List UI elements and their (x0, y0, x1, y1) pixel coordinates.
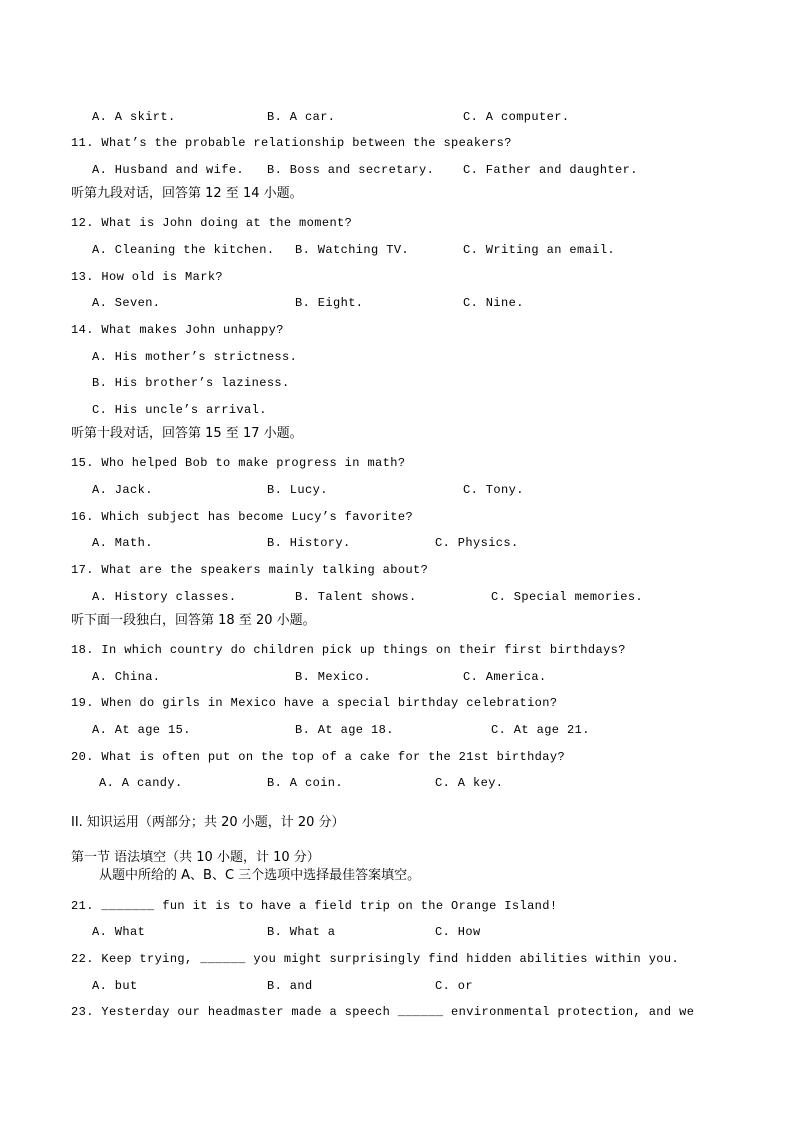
question-14: 14. What makes John unhappy? (71, 323, 284, 337)
option-b: B. His brother’s laziness. (92, 376, 290, 390)
option-a: A. History classes. (92, 590, 237, 604)
question-20: 20. What is often put on the top of a cake for the 21st birthday? (71, 750, 566, 764)
option-c: C. At age 21. (491, 723, 590, 737)
option-c: C. Writing an email. (463, 243, 616, 257)
option-c: C. America. (463, 670, 547, 684)
option-c: C. How (435, 925, 481, 939)
section-instruction: 听第十段对话，回答第 15 至 17 小题。 (71, 426, 303, 441)
part-heading: II. 知识运用（两部分；共 20 小题，计 20 分） (71, 815, 345, 830)
question-22: 22. Keep trying, ______ you might surprisingly find hidden abilities within you. (71, 952, 680, 966)
option-a: A. At age 15. (92, 723, 191, 737)
question-16: 16. Which subject has become Lucy’s favorite? (71, 510, 414, 524)
option-a: A. Math. (92, 536, 153, 550)
option-b: B. A car. (267, 110, 336, 124)
option-a: A. What (92, 925, 146, 939)
question-19: 19. When do girls in Mexico have a special birthday celebration? (71, 696, 558, 710)
section-instruction: 听第九段对话，回答第 12 至 14 小题。 (71, 186, 303, 201)
section-instruction: 听下面一段独白，回答第 18 至 20 小题。 (71, 613, 316, 628)
question-21: 21. _______ fun it is to have a field trip on the Orange Island! (71, 899, 558, 913)
option-a: A. A candy. (99, 776, 183, 790)
option-b: B. and (267, 979, 313, 993)
option-b: B. What a (267, 925, 336, 939)
section-instruction: 从题中所给的 A、B、C 三个选项中选择最佳答案填空。 (99, 868, 421, 883)
option-a: A. but (92, 979, 138, 993)
question-13: 13. How old is Mark? (71, 270, 224, 284)
question-11: 11. What’s the probable relationship between the speakers? (71, 136, 512, 150)
option-c: C. Tony. (463, 483, 524, 497)
question-17: 17. What are the speakers mainly talking about? (71, 563, 429, 577)
option-b: B. Watching TV. (295, 243, 410, 257)
option-a: A. Cleaning the kitchen. (92, 243, 275, 257)
option-a: A. China. (92, 670, 161, 684)
section-heading: 第一节 语法填空（共 10 小题，计 10 分） (71, 850, 320, 865)
option-a: A. Husband and wife. (92, 163, 245, 177)
option-a: A. His mother’s strictness. (92, 350, 298, 364)
option-b: B. At age 18. (295, 723, 394, 737)
question-23: 23. Yesterday our headmaster made a speech ______ environmental protection, and we (71, 1005, 695, 1019)
option-c: C. A key. (435, 776, 504, 790)
question-18: 18. In which country do children pick up things on their first birthdays? (71, 643, 626, 657)
option-c: C. His uncle’s arrival. (92, 403, 267, 417)
option-c: C. Physics. (435, 536, 519, 550)
option-b: B. Eight. (295, 296, 364, 310)
option-b: B. Mexico. (295, 670, 372, 684)
option-c: C. Special memories. (491, 590, 644, 604)
option-b: B. Lucy. (267, 483, 328, 497)
question-12: 12. What is John doing at the moment? (71, 216, 353, 230)
option-b: B. A coin. (267, 776, 344, 790)
option-b: B. Boss and secretary. (267, 163, 435, 177)
option-b: B. History. (267, 536, 351, 550)
option-c: C. A computer. (463, 110, 570, 124)
option-c: C. Nine. (463, 296, 524, 310)
option-c: C. Father and daughter. (463, 163, 638, 177)
option-a: A. A skirt. (92, 110, 176, 124)
option-a: A. Seven. (92, 296, 161, 310)
question-15: 15. Who helped Bob to make progress in math? (71, 456, 406, 470)
option-c: C. or (435, 979, 474, 993)
option-a: A. Jack. (92, 483, 153, 497)
option-b: B. Talent shows. (295, 590, 417, 604)
